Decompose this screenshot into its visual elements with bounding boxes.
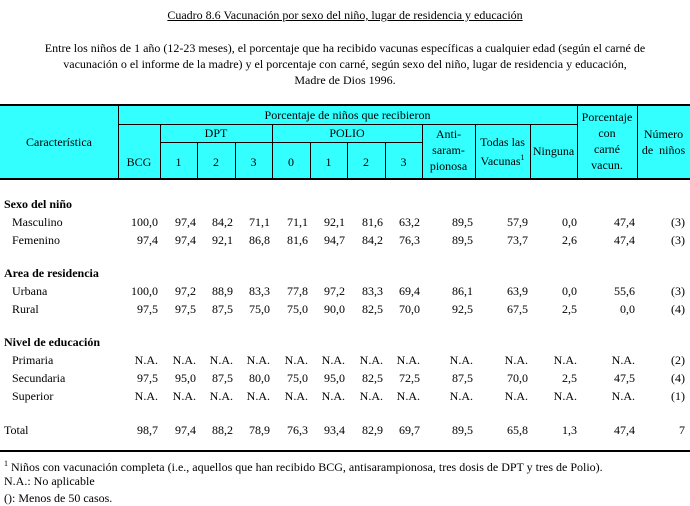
table-cell: 97,2 — [324, 284, 345, 298]
table-cell: 65,8 — [507, 423, 528, 437]
header-dpt-2: 2 — [213, 155, 219, 169]
table-cell: 97,4 — [175, 215, 196, 229]
section-title: Area de residencia — [4, 266, 99, 280]
table-row — [0, 351, 690, 369]
table-cell: 82,9 — [362, 423, 383, 437]
intro-line: Madre de Dios 1996. — [294, 73, 396, 87]
table-cell: 95,0 — [324, 371, 345, 385]
table-cell: N.A. — [611, 353, 635, 367]
table-cell: (1) — [671, 389, 685, 403]
table-cell: 78,9 — [249, 423, 270, 437]
table-cell: 83,3 — [249, 284, 270, 298]
footnote-na: N.A.: No aplicable — [4, 474, 95, 488]
table-cell: 97,5 — [175, 302, 196, 316]
table-cell: 83,3 — [362, 284, 383, 298]
header-antisarampionosa: Anti- saram- pionosa — [429, 127, 468, 173]
table-cell: N.A. — [396, 389, 420, 403]
table-cell: 77,8 — [287, 284, 308, 298]
table-cell: (2) — [671, 353, 685, 367]
header-dpt-1: 1 — [175, 155, 182, 169]
table-cell: N.A. — [209, 353, 233, 367]
table-cell: 97,5 — [137, 371, 158, 385]
table-cell: 2,5 — [562, 302, 577, 316]
row-label: Femenino — [12, 233, 60, 247]
table-cell: 2,5 — [562, 371, 577, 385]
header-polio: POLIO — [329, 126, 365, 140]
section-title: Sexo del niño — [4, 197, 73, 211]
intro-line: vacunación o el informe de la madre) y el porcentaje con carné, según sexo del niño, lugar de residencia y educación, — [63, 57, 627, 71]
table-row — [0, 421, 690, 439]
table-row — [0, 387, 690, 405]
section-heading — [0, 264, 690, 282]
table-cell: 82,5 — [362, 371, 383, 385]
header-dpt: DPT — [204, 126, 228, 140]
table-cell: 95,0 — [175, 371, 196, 385]
table-cell: N.A. — [504, 389, 528, 403]
table-row — [0, 300, 690, 318]
table-cell: 47,4 — [614, 233, 635, 247]
table-cell: 63,2 — [399, 215, 420, 229]
table-cell: 97,5 — [137, 302, 158, 316]
header-polio-0: 0 — [288, 155, 294, 169]
table-cell: 93,4 — [324, 423, 345, 437]
table-cell: 94,7 — [324, 233, 345, 247]
table-cell: 97,2 — [175, 284, 196, 298]
footnote-1: $^1$ Niños con vacunación completa (i.e., aquellos que han recibido BCG, antisarampionosa, tres dosis de DPT y tres de Polio). — [4, 459, 603, 474]
table-cell: N.A. — [246, 353, 270, 367]
table-cell: 84,2 — [212, 215, 233, 229]
table-cell: 89,5 — [452, 233, 473, 247]
table-cell: N.A. — [553, 389, 577, 403]
table-cell: N.A. — [284, 389, 308, 403]
table-cell: 88,2 — [212, 423, 233, 437]
table-cell: 81,6 — [362, 215, 383, 229]
table-cell: 86,8 — [249, 233, 270, 247]
table-cell: 92,1 — [324, 215, 345, 229]
table-cell: N.A. — [134, 353, 158, 367]
section-heading — [0, 195, 690, 213]
table-cell: 2,6 — [562, 233, 577, 247]
row-label: Urbana — [12, 284, 48, 298]
table-cell: 90,0 — [324, 302, 345, 316]
row-label: Masculino — [12, 215, 63, 229]
table-cell: N.A. — [611, 389, 635, 403]
table-cell: N.A. — [396, 353, 420, 367]
table-cell: 76,3 — [287, 423, 308, 437]
row-label: Rural — [12, 302, 39, 316]
table-cell: 73,7 — [507, 233, 528, 247]
table-cell: 1,3 — [562, 423, 577, 437]
table-cell: 70,0 — [399, 302, 420, 316]
footnote-small-cases: (): Menos de 50 casos. — [4, 491, 113, 505]
table-header — [0, 104, 690, 180]
header-bcg: BCG — [126, 155, 152, 169]
table-cell: (4) — [671, 371, 685, 385]
table-cell: 67,5 — [507, 302, 528, 316]
header-porcentaje-recibieron: Porcentaje de niños que recibieron — [264, 108, 431, 122]
table-intro — [0, 40, 690, 88]
table-cell: 100,0 — [131, 284, 158, 298]
table-cell: N.A. — [321, 389, 345, 403]
header-caracteristica: Característica — [26, 135, 92, 149]
table-row — [0, 213, 690, 231]
table-cell: 0,0 — [562, 215, 577, 229]
table-title: Cuadro 8.6 Vacunación por sexo del niño, lugar de residencia y educación — [167, 8, 523, 22]
table-cell: N.A. — [553, 353, 577, 367]
section-heading — [0, 333, 690, 351]
table-cell: N.A. — [359, 389, 383, 403]
header-porcentaje-carne: Porcentaje con carné vacun. — [581, 110, 633, 172]
section-title: Nivel de educación — [4, 335, 100, 349]
table-cell: 57,9 — [507, 215, 528, 229]
table-cell: 75,0 — [287, 302, 308, 316]
intro-line: Entre los niños de 1 año (12-23 meses), el porcentaje que ha recibido vacunas específicas a cualquier edad (según el carné de — [44, 41, 646, 55]
header-numero-ninos: Número de niños — [641, 127, 686, 157]
row-label: Superior — [12, 389, 54, 403]
table-cell: 80,0 — [249, 371, 270, 385]
header-dpt-3: 3 — [250, 155, 257, 169]
row-label: Primaria — [12, 353, 54, 367]
table-cell: 7 — [679, 423, 685, 437]
table-cell: 69,4 — [399, 284, 420, 298]
table-cell: N.A. — [449, 353, 473, 367]
table-cell: 76,3 — [399, 233, 420, 247]
table-cell: N.A. — [359, 353, 383, 367]
table-cell: 71,1 — [249, 215, 270, 229]
table-cell: 75,0 — [287, 371, 308, 385]
header-polio-3: 3 — [400, 155, 407, 169]
table-cell: 47,4 — [614, 215, 635, 229]
header-ninguna: Ninguna — [532, 144, 575, 158]
table-cell: N.A. — [172, 353, 196, 367]
table-cell: 100,0 — [131, 215, 158, 229]
table-cell: 89,5 — [452, 423, 473, 437]
table-cell: 92,1 — [212, 233, 233, 247]
table-cell: (3) — [671, 284, 685, 298]
table-cell: 84,2 — [362, 233, 383, 247]
table-cell: 87,5 — [212, 371, 233, 385]
table-cell: 88,9 — [212, 284, 233, 298]
table-cell: N.A. — [209, 389, 233, 403]
table-cell: (3) — [671, 233, 685, 247]
header-polio-1: 1 — [325, 155, 332, 169]
table-cell: 55,6 — [614, 284, 635, 298]
table-cell: N.A. — [449, 389, 473, 403]
table-cell: 0,0 — [620, 302, 635, 316]
header-todas-vacunas: Todas las Vacunas$^1$ — [480, 135, 525, 168]
table-cell: N.A. — [321, 353, 345, 367]
table-cell: 47,4 — [614, 423, 635, 437]
table-cell: N.A. — [504, 353, 528, 367]
table-cell: 98,7 — [137, 423, 158, 437]
table-cell: 81,6 — [287, 233, 308, 247]
table-row — [0, 282, 690, 300]
table-cell: 97,4 — [137, 233, 158, 247]
table-row — [0, 369, 690, 387]
row-label: Secundaria — [12, 371, 66, 385]
table-cell: 92,5 — [452, 302, 473, 316]
table-cell: (4) — [671, 302, 685, 316]
table-cell: 82,5 — [362, 302, 383, 316]
table-cell: N.A. — [246, 389, 270, 403]
table-cell: 72,5 — [399, 371, 420, 385]
table-cell: 70,0 — [507, 371, 528, 385]
table-cell: 63,9 — [507, 284, 528, 298]
table-cell: 89,5 — [452, 215, 473, 229]
header-polio-2: 2 — [363, 155, 369, 169]
table-cell: 0,0 — [562, 284, 577, 298]
table-cell: 69,7 — [399, 423, 420, 437]
table-cell: N.A. — [134, 389, 158, 403]
row-label: Total — [4, 423, 29, 437]
table-cell: N.A. — [172, 389, 196, 403]
table-cell: 47,5 — [614, 371, 635, 385]
table-cell: 97,4 — [175, 423, 196, 437]
table-bottom-rule — [0, 450, 690, 452]
table-cell: 86,1 — [452, 284, 473, 298]
table-cell: 71,1 — [287, 215, 308, 229]
table-cell: (3) — [671, 215, 685, 229]
table-cell: 87,5 — [452, 371, 473, 385]
table-cell: N.A. — [284, 353, 308, 367]
table-cell: 87,5 — [212, 302, 233, 316]
table-cell: 97,4 — [175, 233, 196, 247]
table-cell: 75,0 — [249, 302, 270, 316]
table-row — [0, 231, 690, 249]
